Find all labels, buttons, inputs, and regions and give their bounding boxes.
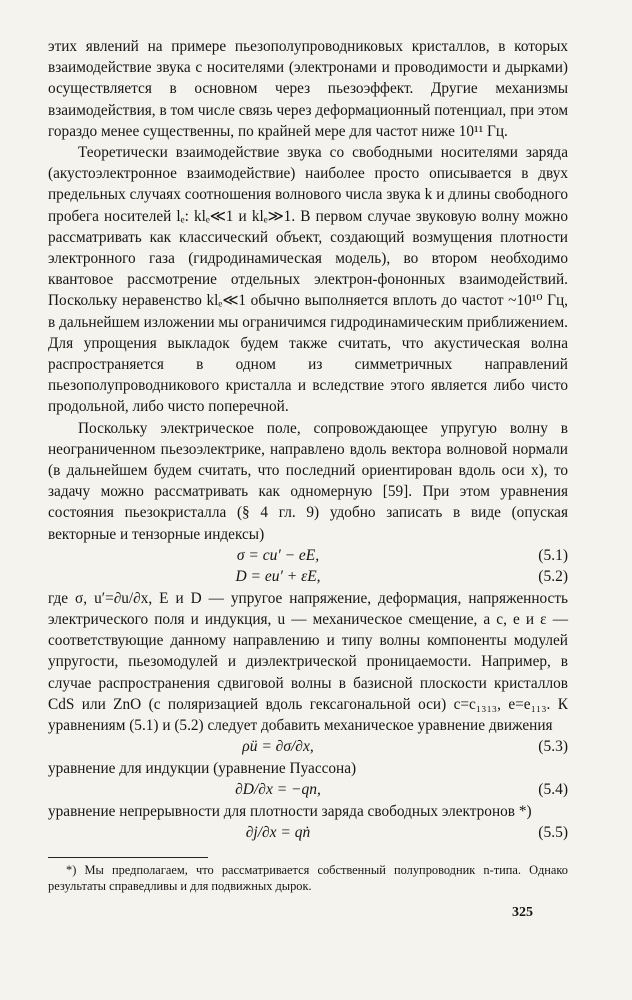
- body-text: [48, 36, 568, 894]
- footnote: *) Мы предполагаем, что рассматривается собственный полупроводник n-типа. Однако результаты справедливы и для подвижных дырок.: [48, 863, 568, 894]
- footnote-divider: [48, 857, 208, 858]
- equation-formula: D = eu′ + εE,: [235, 568, 321, 586]
- equation-5-3: [48, 736, 568, 758]
- equation-formula: ∂D/∂x = −qn,: [235, 781, 321, 798]
- equation-formula: σ = cu′ − eE,: [236, 546, 320, 564]
- equation-5-1: [48, 545, 568, 567]
- paragraph-6: уравнение непрерывности для плотности заряда свободных электронов *): [48, 802, 532, 820]
- paragraph-3: Поскольку электрическое поле, сопровождающее упругую волну в неограниченном пьезоэлектрике, направлено вдоль вектора волновой нормали (в дальнейшем будем считать, что последний ориентирован вдоль оси x), то задачу можно рассматривать как одномерную [59]. При этом уравнения состояния пьезокристалла (§ 4 гл. 9) удобно записать в виде (опуская векторные и тензорные индексы): [48, 419, 568, 543]
- page-number: 325: [512, 905, 533, 920]
- equation-number: (5.5): [538, 823, 568, 841]
- paragraph-4: где σ, u′=∂u/∂x, E и D — упругое напряжение, деформация, напряженность электрического поля и индукция, u — механическое смещение, а c, e и ε — соответствующие данному направлению и типу волны компоненты модулей упругости, пьезомодулей и диэлектрической проницаемости. Например, в случае распространения сдвиговой волны в базисной плоскости кристаллов CdS или ZnO (с поляризацией вдоль гексагональной оси) c=c₁₃₁₃, e=e₁₁₃. К уравнениям (5.1) и (5.2) следует добавить механическое уравнение движения: [48, 589, 568, 735]
- paragraph-5: уравнение для индукции (уравнение Пуассона): [48, 759, 357, 777]
- equation-formula: ρü = ∂σ/∂x,: [242, 738, 314, 756]
- paragraph-2: Теоретически взаимодействие звука со свободными носителями заряда (акустоэлектронное взаимодействие) наиболее просто описывается в двух предельных случаях соотношения волнового числа звука k и длины свободного пробега носителей lₑ: klₑ≪1 и klₑ≫1. В первом случае звуковую волну можно рассматривать как классический объект, создающий возмущения плотности электронного газа (гидродинамическая модель), во втором необходимо квантовое рассмотрение отдельных электрон-фононных взаимодействий. Поскольку неравенство klₑ≪1 обычно выполняется вплоть до частот ~10¹⁰ Гц, в дальнейшем изложении мы ограничимся гидродинамическим приближением. Для упрощения выкладок будем также считать, что акустическая волна распространяется в одном из симметричных направлений пьезополупроводникового кристалла и вследствие этого является либо чисто продольной, либо чисто поперечной.: [48, 144, 568, 416]
- equation-number: (5.3): [538, 738, 568, 756]
- equation-number: (5.4): [538, 781, 568, 798]
- equation-formula: ∂j/∂x = qṅ: [245, 823, 311, 841]
- equation-number: (5.2): [538, 568, 568, 586]
- paragraph-1: этих явлений на примере пьезополупроводниковых кристаллов, в которых взаимодействие звука с носителями (электронами и проводимости и дырками) осуществляется в основном через пьезоэффект. Другие механизмы взаимодействия, в том числе связь через деформационный потенциал, при этом гораздо менее существенны, по крайней мере для частот ниже 10¹¹ Гц.: [48, 38, 569, 140]
- equation-5-4: [48, 779, 568, 801]
- equation-number: (5.1): [538, 546, 568, 564]
- equation-5-5: [48, 822, 568, 844]
- equation-5-2: [48, 566, 568, 588]
